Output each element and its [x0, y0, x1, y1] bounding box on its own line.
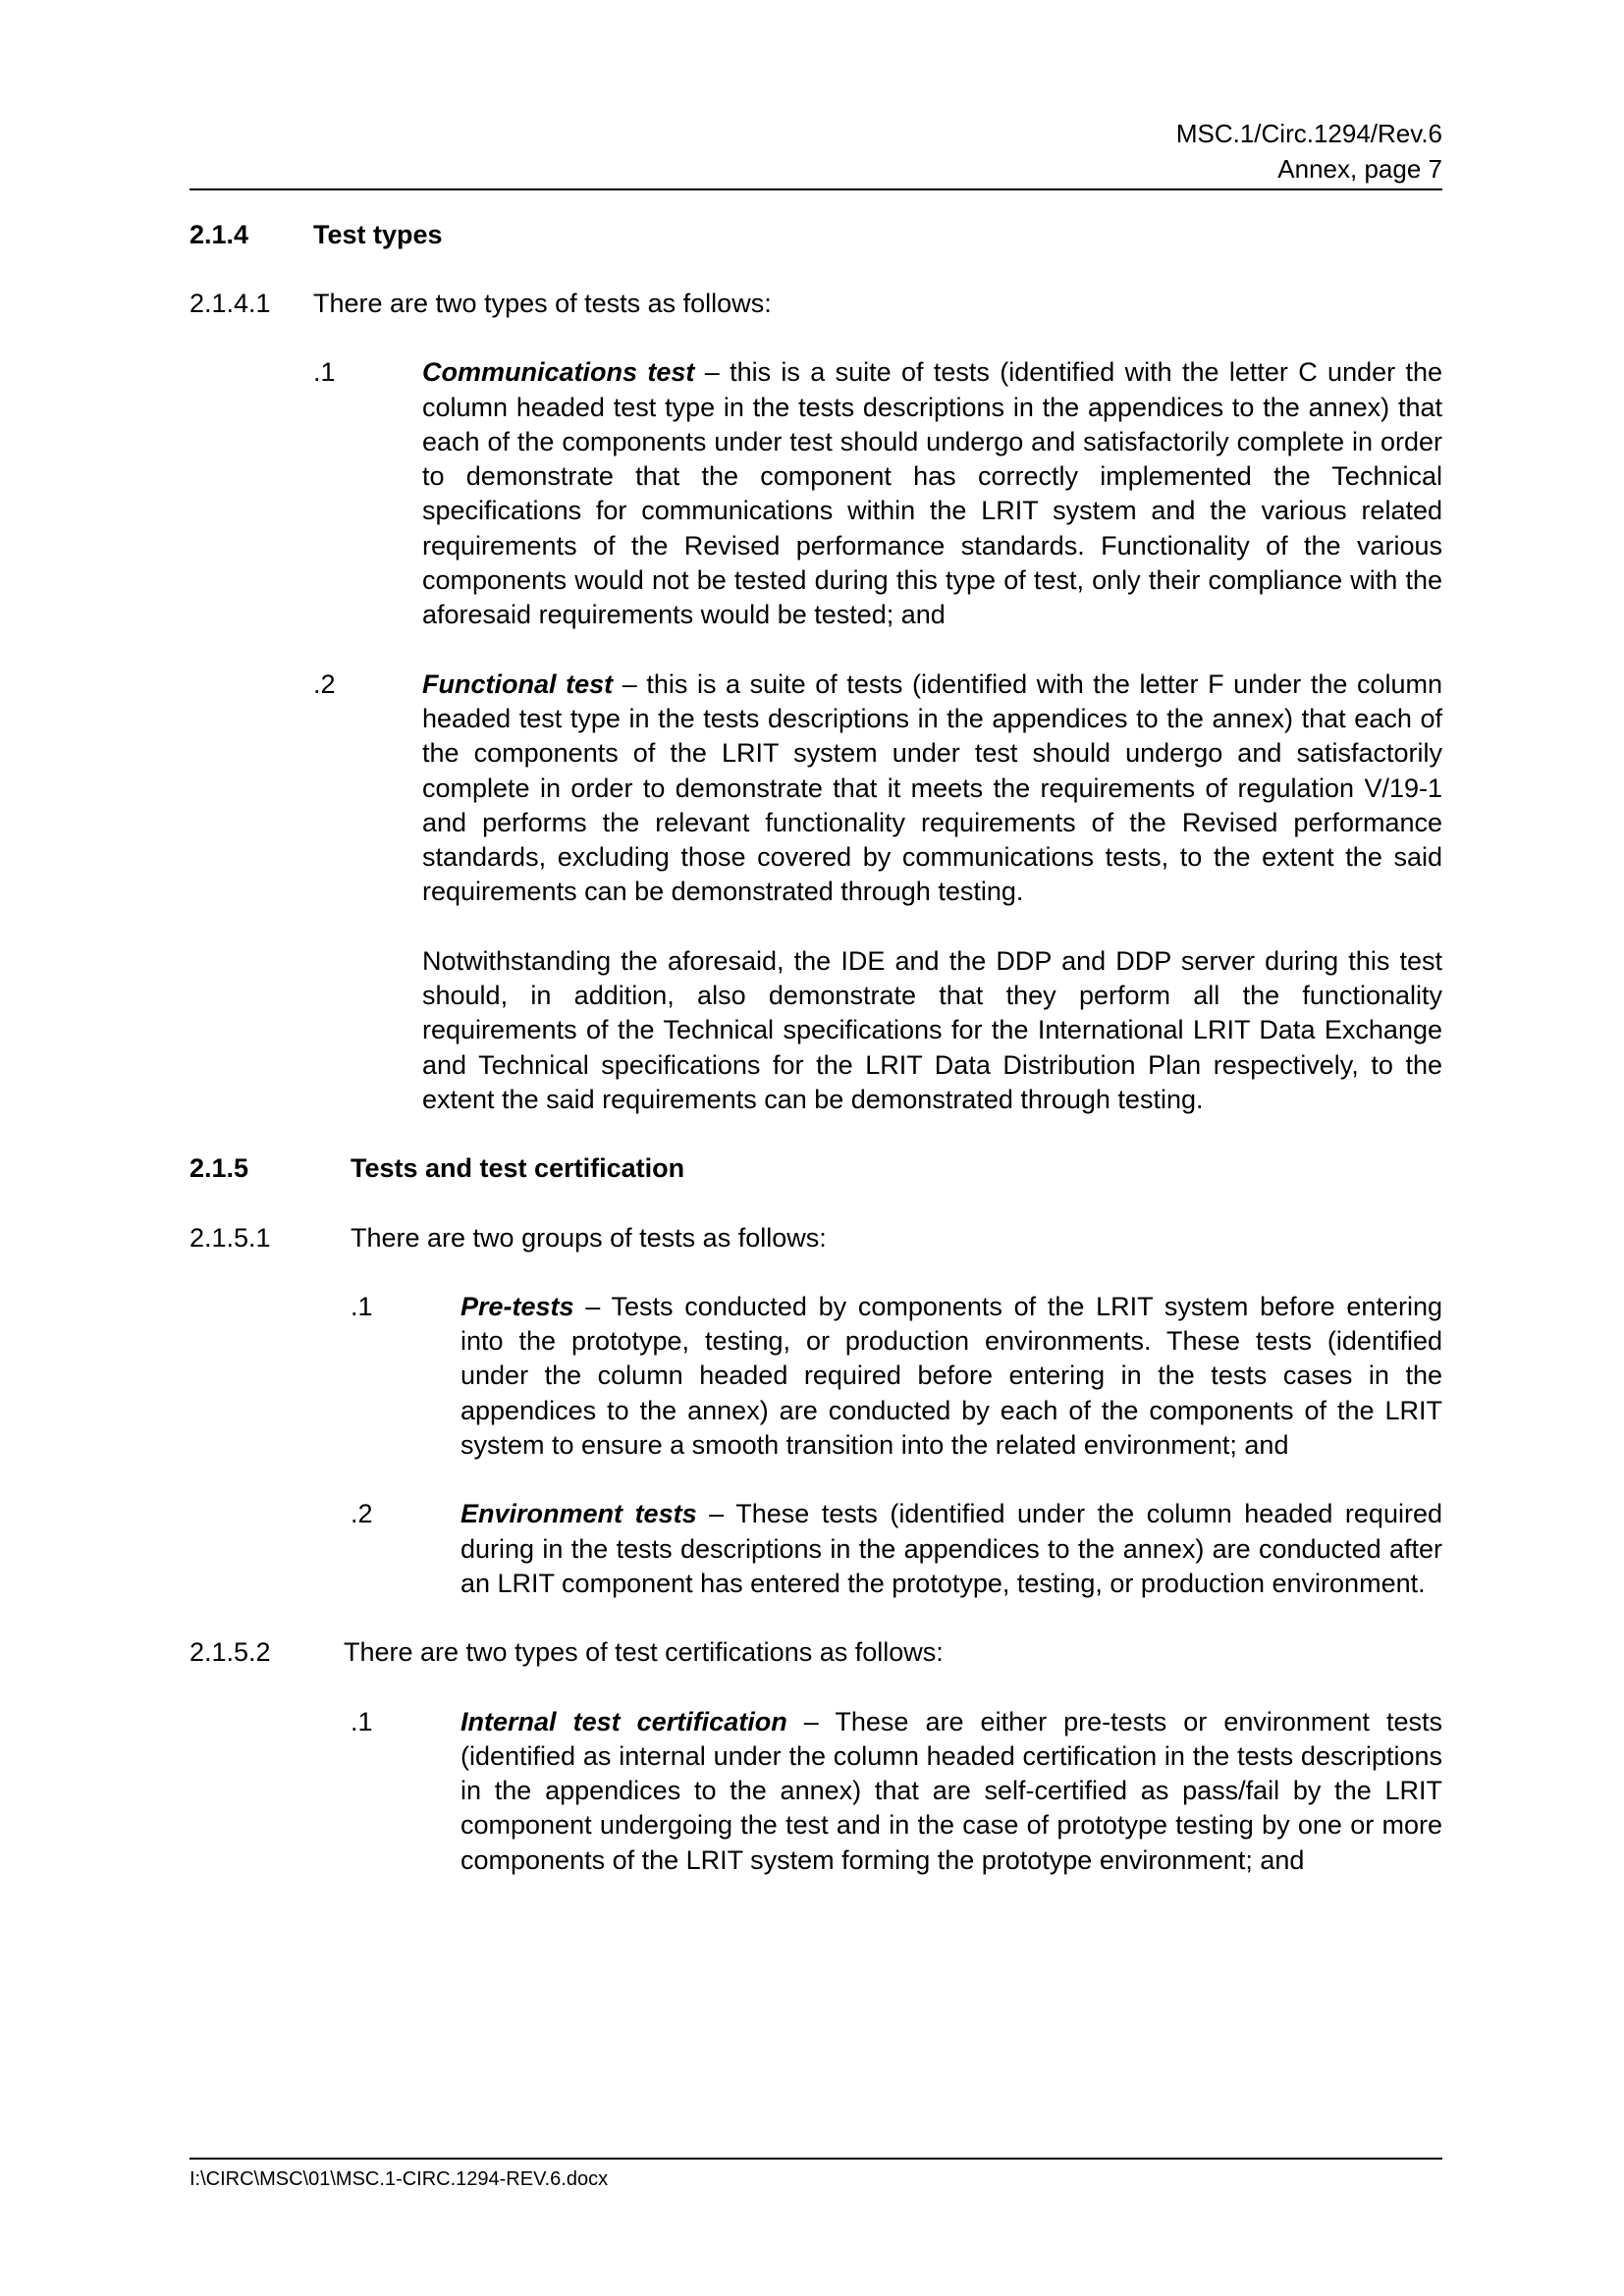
paragraph-2-1-5-2	[189, 1635, 1442, 1670]
item-term: Environment tests	[460, 1499, 697, 1529]
paragraph-number: 2.1.4.1	[189, 289, 271, 318]
item-description: – this is a suite of tests (identified with the letter C under the column headed test type in the tests descriptions in the appendices to the annex) that each of the components under test should undergo and satisfactorily complete in order to demonstrate that the component has correctly implemented the Technical specifications for communications within the LRIT system and the various related requirements of the Revised performance standards. Functionality of the various components would not be tested during this type of test, only their compliance with the aforesaid requirements would be tested; and	[422, 357, 1442, 630]
item-label: .1	[351, 1291, 373, 1321]
document-reference: MSC.1/Circ.1294/Rev.6	[1175, 119, 1442, 148]
item-term: Pre-tests	[460, 1291, 574, 1321]
item-extra-paragraph: Notwithstanding the aforesaid, the IDE and the DDP and DDP server during this test should, in addition, also demonstrate that they perform all the functionality requirements of the Technical specifications for the International LRIT Data Exchange and Technical specifications for the LRIT Data Distribution Plan respectively, to the extent the said requirements can be demonstrated through testing.	[422, 945, 1442, 1114]
paragraph-text: There are two types of tests as follows:	[313, 289, 772, 318]
paragraph-2-1-4-1	[189, 287, 1442, 321]
item-description: – These tests (identified under the column headed required during in the tests descriptions in the appendices to the annex) are conducted after an LRIT component has entered the prototype, testing, or production environment.	[460, 1499, 1442, 1598]
list-item	[189, 1705, 1442, 1878]
section-number: 2.1.5	[189, 1153, 249, 1184]
item-label: .2	[351, 1499, 373, 1529]
item-description: – These are either pre-tests or environment tests (identified as internal under the column headed certification in the tests descriptions in the appendices to the annex) that are self-certified as pass/fail by the LRIT component undergoing the test and in the case of prototype testing by one or more components of the LRIT system forming the prototype environment; and	[460, 1706, 1442, 1875]
section-title: Tests and test certification	[351, 1153, 685, 1184]
item-term: Internal test certification	[460, 1706, 787, 1736]
item-label: .1	[351, 1706, 373, 1736]
paragraph-text: There are two groups of tests as follows:	[351, 1222, 827, 1253]
section-heading-2-1-5	[189, 1151, 1442, 1186]
footer-rule	[189, 2158, 1442, 2160]
item-label: .1	[313, 357, 336, 388]
section-number: 2.1.4	[189, 220, 249, 249]
list-item	[189, 667, 1442, 1118]
item-body	[422, 667, 1442, 1118]
paragraph-number: 2.1.5.1	[189, 1222, 271, 1253]
item-text	[422, 355, 1442, 632]
list-item	[189, 355, 1442, 632]
item-text	[460, 1290, 1442, 1463]
list-item	[189, 1497, 1442, 1601]
section-heading-2-1-4	[189, 218, 1442, 252]
item-text	[460, 1705, 1442, 1878]
paragraph-number: 2.1.5.2	[189, 1637, 271, 1668]
page-number: Annex, page 7	[1277, 154, 1442, 184]
paragraph-2-1-5-1	[189, 1221, 1442, 1255]
item-description: – Tests conducted by components of the LRIT system before entering into the prototype, testing, or production environments. These tests (identified under the column headed required before entering in the tests cases in the appendices to the annex) are conducted by each of the components of the LRIT system to ensure a smooth transition into the related environment; and	[460, 1291, 1442, 1461]
item-description: – this is a suite of tests (identified with the letter F under the column headed test type in the tests descriptions in the appendices to the annex) that each of the components of the LRIT system under test should undergo and satisfactorily complete in order to demonstrate that it meets the requirements of regulation V/19-1 and performs the relevant functionality requirements of the Revised performance standards, excluding those covered by communications tests, to the extent the said requirements can be demonstrated through testing.	[422, 668, 1442, 907]
footer-file-path: I:\CIRC\MSC\01\MSC.1-CIRC.1294-REV.6.docx	[189, 2168, 609, 2190]
section-title: Test types	[313, 220, 443, 249]
body-content	[189, 218, 1442, 1878]
item-term: Functional test	[422, 668, 614, 699]
page-header	[189, 116, 1442, 187]
item-term: Communications test	[422, 357, 695, 388]
item-label: .2	[313, 668, 336, 699]
item-text	[460, 1497, 1442, 1601]
item-text	[422, 667, 1442, 910]
list-item	[189, 1290, 1442, 1463]
paragraph-text: There are two types of test certifications as follows:	[344, 1637, 944, 1668]
header-rule	[189, 188, 1442, 190]
